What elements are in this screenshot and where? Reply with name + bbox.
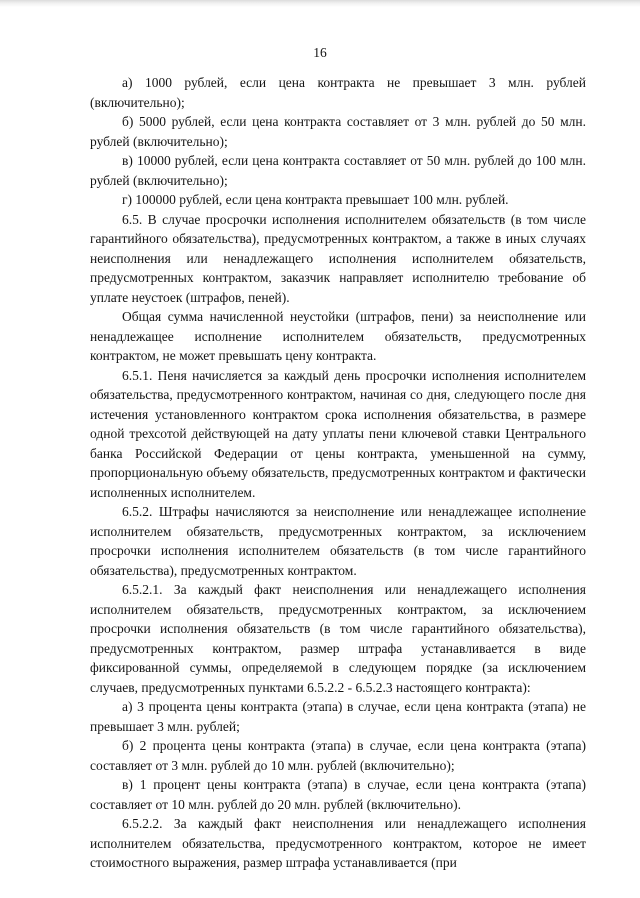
clause-6-5: 6.5. В случае просрочки исполнения исполнителем обязательств (в том числе гарантийного обязательства), предусмотренных контрактом, а также в иных случаях неисполнения или ненадлежащего исполнения исполнителем обязательств, предусмотренных контрактом, заказчик направляет исполнителю требование об уплате неустоек (штрафов, пеней).	[90, 211, 586, 305]
document-body	[90, 73, 586, 873]
paragraph-v-1-percent: в) 1 процент цены контракта (этапа) в случае, если цена контракта (этапа) составляет от 10 млн. рублей до 20 млн. рублей (включительно).	[90, 777, 586, 812]
paragraph-b-2-percent: б) 2 процента цены контракта (этапа) в случае, если цена контракта (этапа) составляет от 3 млн. рублей до 10 млн. рублей (включительно);	[90, 738, 586, 773]
paragraph-g-100000: г) 100000 рублей, если цена контракта превышает 100 млн. рублей.	[122, 192, 509, 207]
page-number: 16	[313, 45, 327, 60]
clause-6-5-2-2: 6.5.2.2. За каждый факт неисполнения или ненадлежащего исполнения исполнителем обязательства, предусмотренного контрактом, которое не имеет стоимостного выражения, размер штрафа устанавливается (при	[90, 816, 586, 870]
paragraph-b-5000: б) 5000 рублей, если цена контракта составляет от 3 млн. рублей до 50 млн. рублей (включительно);	[90, 114, 586, 149]
scan-top-edge	[0, 0, 640, 7]
paragraph-a-1000: а) 1000 рублей, если цена контракта не превышает 3 млн. рублей (включительно);	[90, 75, 586, 110]
paragraph-total-penalty: Общая сумма начисленной неустойки (штрафов, пени) за неисполнение или ненадлежащее исполнение исполнителем обязательств, предусмотренных контрактом, не может превышать цену контракта.	[90, 309, 586, 363]
paragraph-v-10000: в) 10000 рублей, если цена контракта составляет от 50 млн. рублей до 100 млн. рублей (включительно);	[90, 153, 586, 188]
clause-6-5-2: 6.5.2. Штрафы начисляются за неисполнение или ненадлежащее исполнение исполнителем обязательств, предусмотренных контрактом, за исключением просрочки исполнения исполнителем обязательств (в том числе гарантийного обязательства), предусмотренных контрактом.	[90, 504, 586, 578]
clause-6-5-2-1: 6.5.2.1. За каждый факт неисполнения или ненадлежащего исполнения исполнителем обязательств, предусмотренных контрактом, за исключением просрочки исполнения обязательств (в том числе гарантийного обязательства), предусмотренных контрактом, размер штрафа устанавливается в виде фиксированной суммы, определяемой в следующем порядке (за исключением случаев, предусмотренных пунктами 6.5.2.2 - 6.5.2.3 настоящего контракта):	[90, 582, 586, 695]
clause-6-5-1: 6.5.1. Пеня начисляется за каждый день просрочки исполнения исполнителем обязательства, предусмотренного контрактом, начиная со дня, следующего после дня истечения установленного контрактом срока исполнения обязательства, в размере одной трехсотой действующей на дату уплаты пени ключевой ставки Центрального банка Российской Федерации от цены контракта, уменьшенной на сумму, пропорциональную объему обязательств, предусмотренных контрактом и фактически исполненных исполнителем.	[90, 367, 586, 500]
paragraph-a-3-percent: а) 3 процента цены контракта (этапа) в случае, если цена контракта (этапа) не превышает 3 млн. рублей;	[90, 699, 586, 734]
